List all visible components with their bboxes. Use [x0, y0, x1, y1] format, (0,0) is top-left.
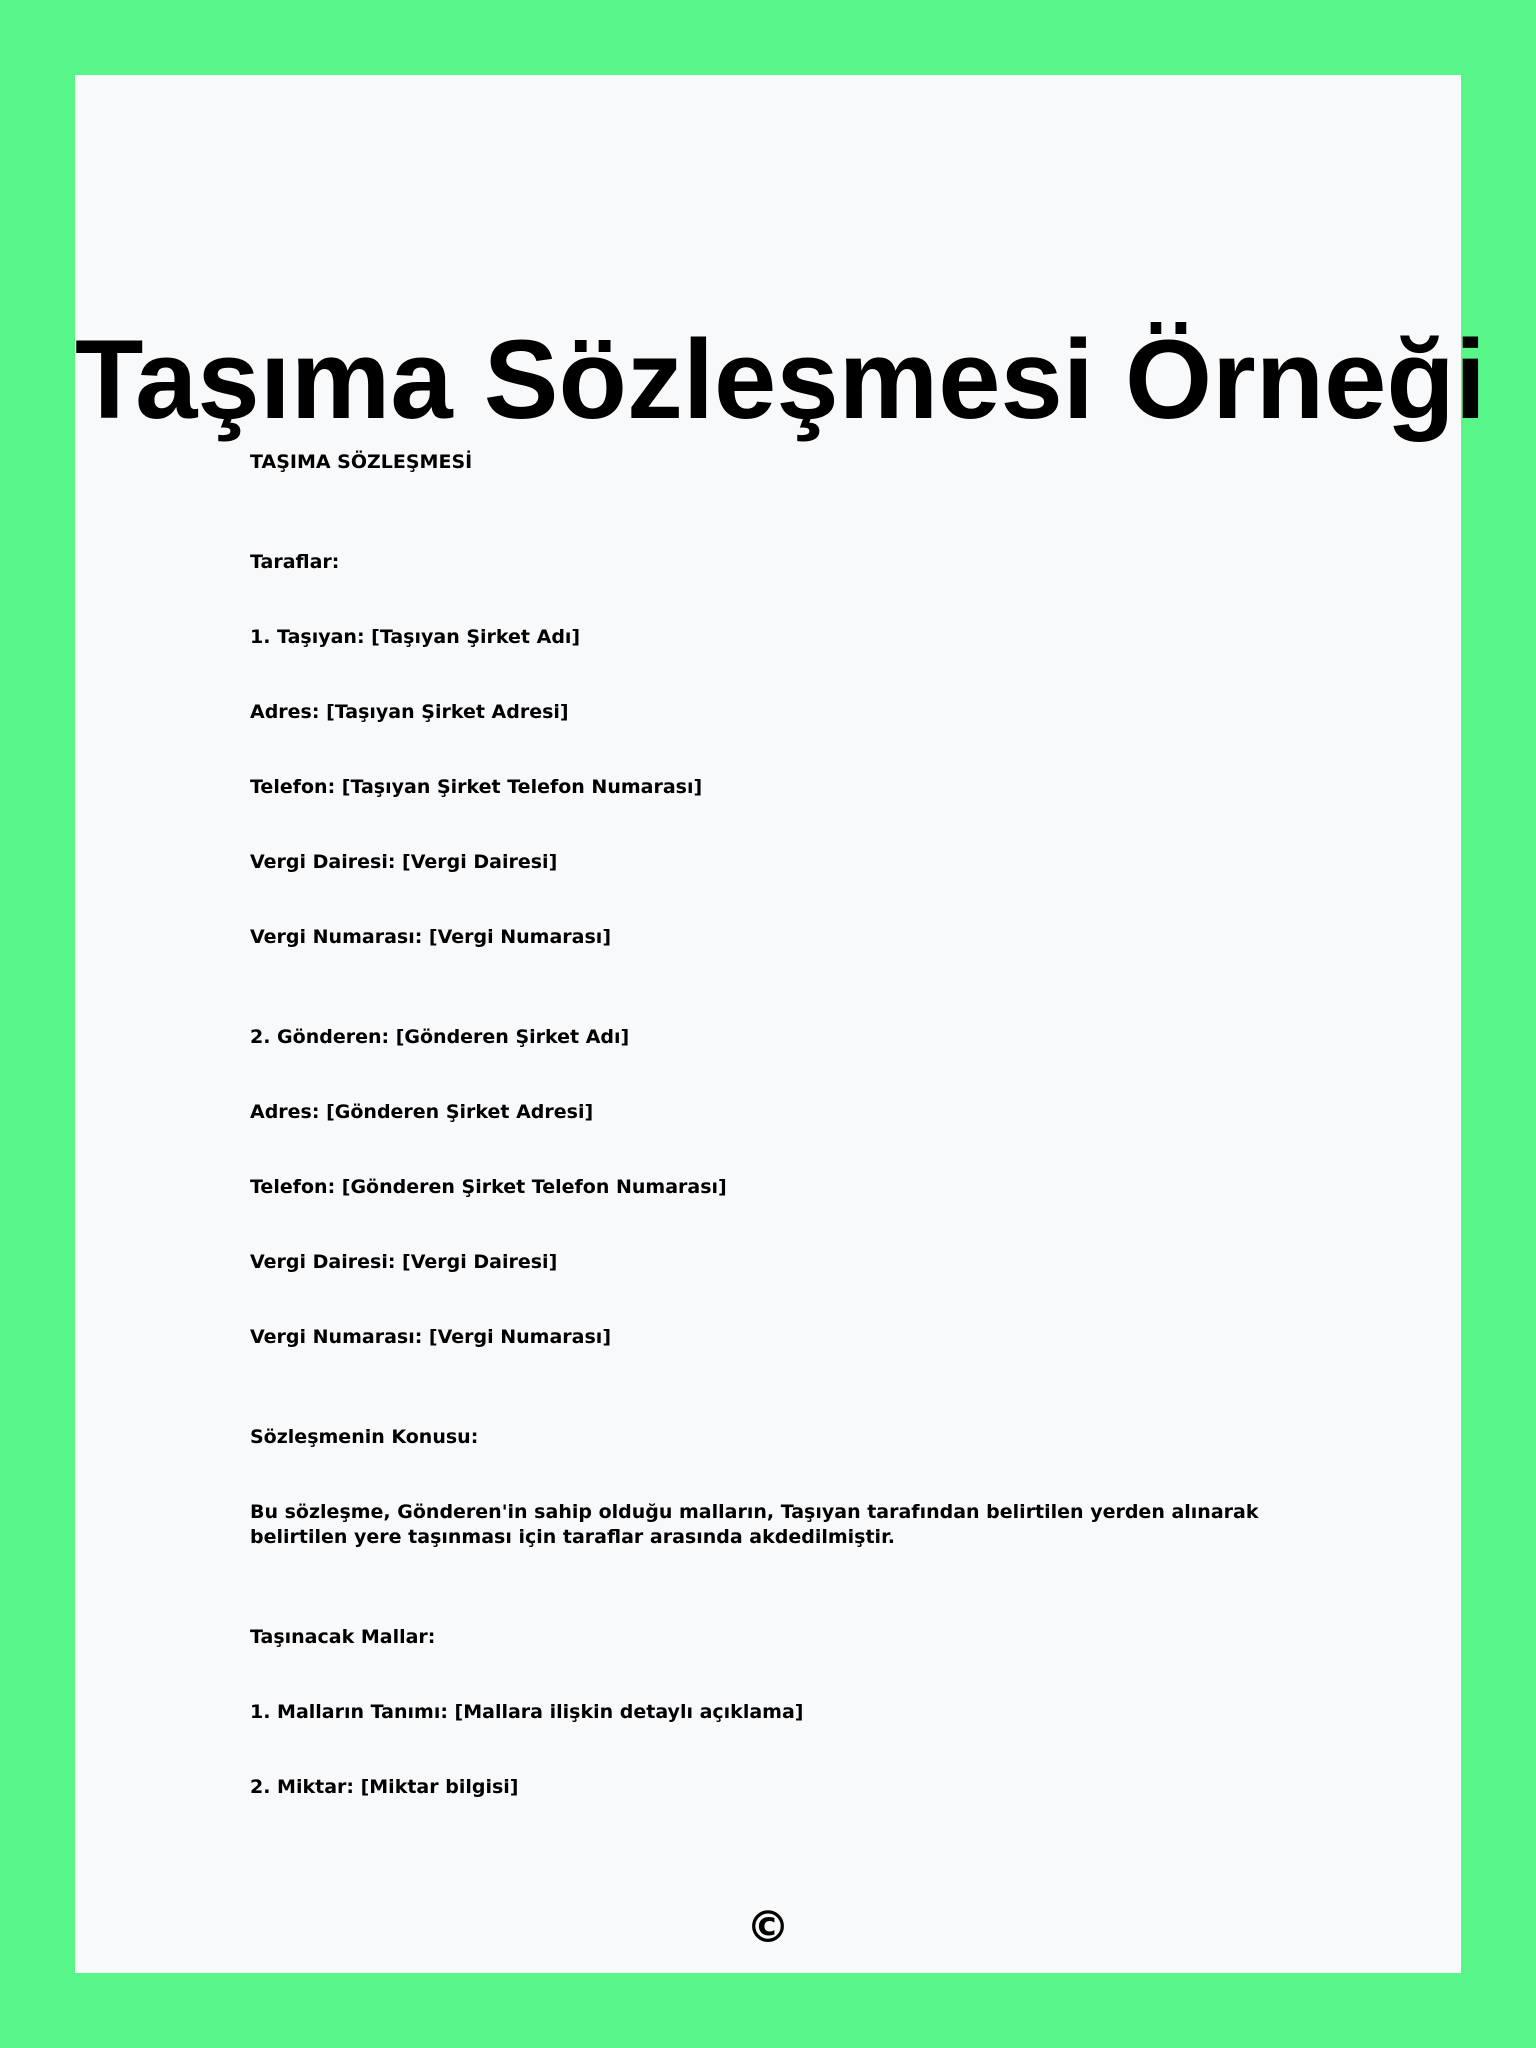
page-title: Taşıma Sözleşmesi Örneği — [75, 317, 1486, 442]
goods-description: 1. Malların Tanımı: [Mallara ilişkin detaylı açıklama] — [250, 1701, 804, 1723]
carrier-address: Adres: [Taşıyan Şirket Adresi] — [250, 701, 569, 723]
carrier-name: 1. Taşıyan: [Taşıyan Şirket Adı] — [250, 626, 581, 648]
subject-label: Sözleşmenin Konusu: — [250, 1426, 479, 1448]
sender-tax-office: Vergi Dairesi: [Vergi Dairesi] — [250, 1251, 558, 1273]
goods-label: Taşınacak Mallar: — [250, 1626, 436, 1648]
contract-heading: TAŞIMA SÖZLEŞMESİ — [250, 451, 473, 473]
parties-label: Taraflar: — [250, 551, 340, 573]
document-page — [75, 75, 1486, 1973]
sender-tax-number: Vergi Numarası: [Vergi Numarası] — [250, 1326, 611, 1348]
sender-address: Adres: [Gönderen Şirket Adresi] — [250, 1101, 594, 1123]
carrier-phone: Telefon: [Taşıyan Şirket Telefon Numarası] — [250, 776, 703, 798]
sender-phone: Telefon: [Gönderen Şirket Telefon Numarası] — [250, 1176, 727, 1198]
carrier-tax-office: Vergi Dairesi: [Vergi Dairesi] — [250, 851, 558, 873]
copyright-icon: © — [746, 1902, 790, 1953]
subject-text: Bu sözleşme, Gönderen'in sahip olduğu malların, Taşıyan tarafından belirtilen yerden alınarak belirtilen yere taşınması için taraflar arasında akdedilmiştir. — [250, 1501, 1259, 1548]
goods-quantity: 2. Miktar: [Miktar bilgisi] — [250, 1776, 519, 1798]
sender-name: 2. Gönderen: [Gönderen Şirket Adı] — [250, 1026, 630, 1048]
carrier-tax-number: Vergi Numarası: [Vergi Numarası] — [250, 926, 611, 948]
